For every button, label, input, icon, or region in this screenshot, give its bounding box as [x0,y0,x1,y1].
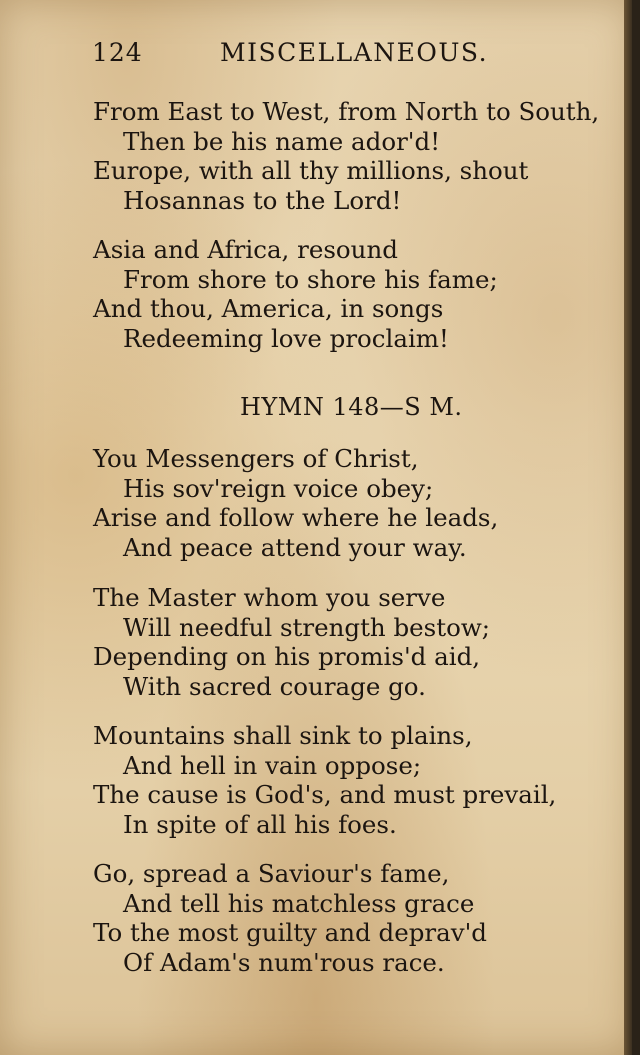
verse-line: Then be his name ador'd! [123,126,441,156]
verse-line: From shore to shore his fame; [123,264,498,294]
verse-line: Will needful strength bestow; [123,612,491,642]
verse-line: You Messengers of Christ, [93,444,419,473]
stanza [93,235,623,353]
stanza [93,721,623,839]
stanza [93,583,623,701]
verse-line: Redeeming love proclaim! [123,323,449,353]
verse-line: Europe, with all thy millions, shout [93,156,529,185]
page-number: 124 [92,38,143,67]
verse-line: From East to West, from North to South, [93,97,600,126]
verse-line: With sacred courage go. [123,671,426,701]
verse-line: Hosannas to the Lord! [123,185,402,215]
stanza [93,97,623,215]
verse-line: Of Adam's num'rous race. [123,947,445,977]
section-title: MISCELLANEOUS. [220,38,489,67]
verse-line: His sov'reign voice obey; [123,473,434,503]
verse-line: And tell his matchless grace [123,888,475,918]
verse-line: Depending on his promis'd aid, [93,642,481,671]
verse-line: And peace attend your way. [123,532,467,562]
hymn-title: HYMN 148—S M. [240,393,463,421]
verse-line: In spite of all his foes. [123,809,397,839]
verse-line: The Master whom you serve [93,583,446,612]
verse-line: To the most guilty and deprav'd [93,918,487,947]
verse-line: And hell in vain oppose; [123,750,422,780]
verse-line: Mountains shall sink to plains, [93,721,473,750]
verse-line: Go, spread a Saviour's fame, [93,859,450,888]
verse-line: And thou, America, in songs [93,294,444,323]
page-edge [624,0,632,1055]
stanza [93,444,623,562]
verse-line: Arise and follow where he leads, [93,503,499,532]
stanza [93,859,623,977]
verse-line: The cause is God's, and must prevail, [93,780,557,809]
verse-line: Asia and Africa, resound [93,235,398,264]
